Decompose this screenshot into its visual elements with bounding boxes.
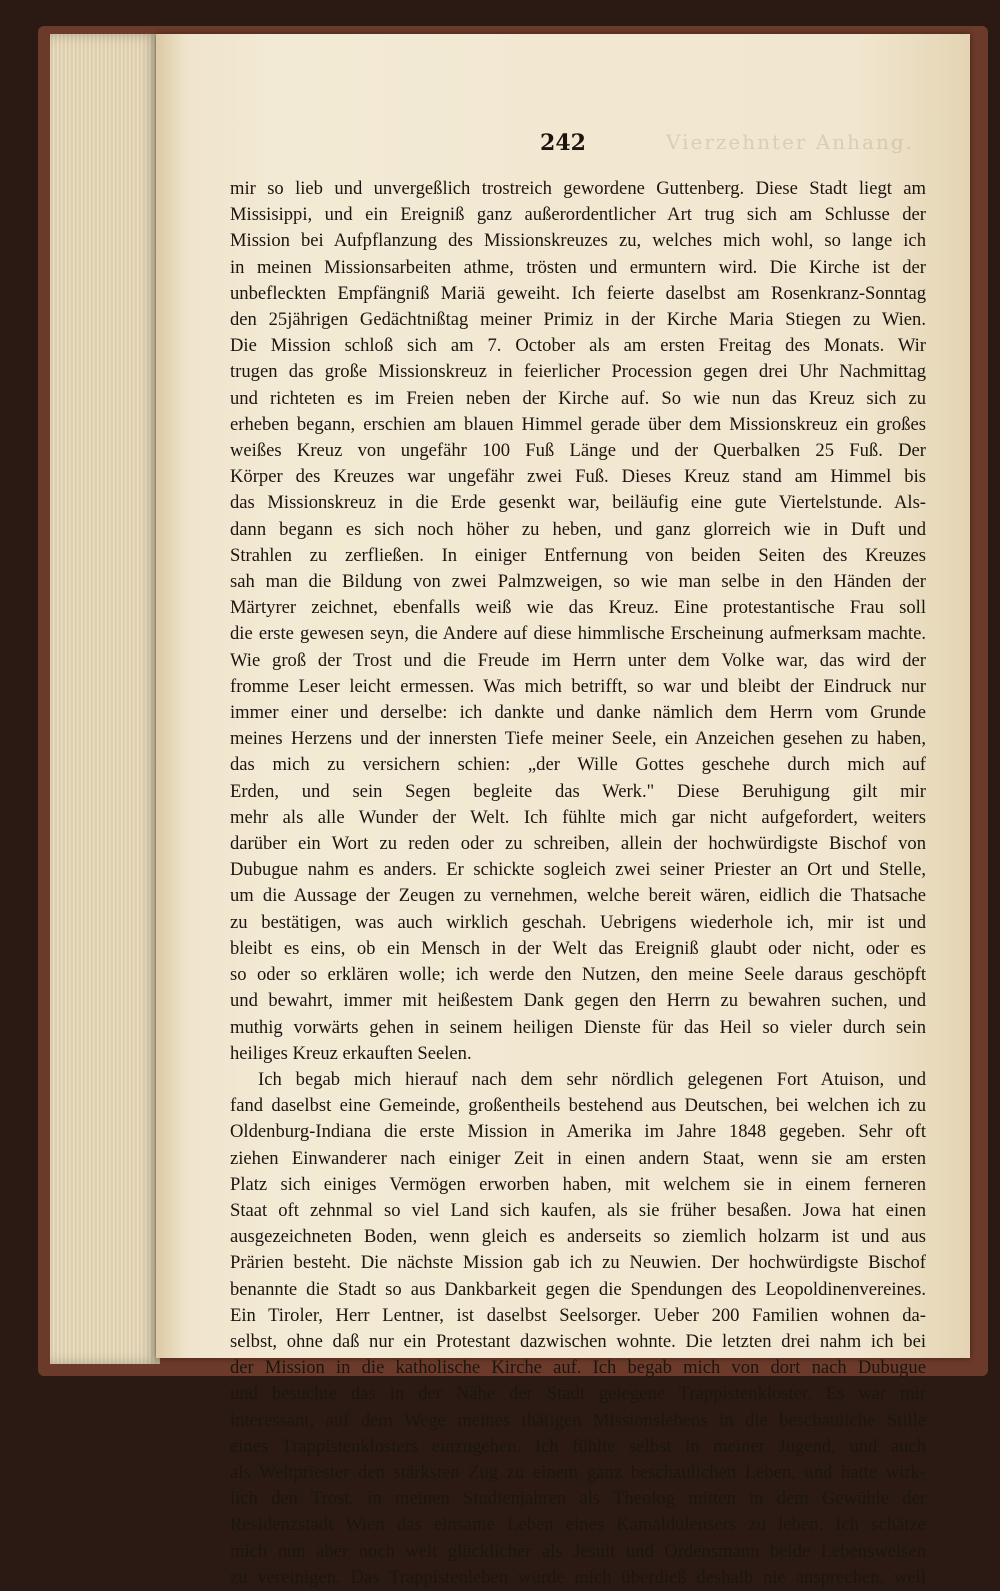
text-line: muthig vorwärts gehen in seinem heiligen Dienste für das Heil so vieler durch sein [230, 1016, 926, 1038]
text-line: Ein Tiroler, Herr Lentner, ist daselbst Seelsorger. Ueber 200 Familien wohnen da- [230, 1304, 926, 1326]
page-number: 242 [540, 130, 586, 156]
text-line: weißes Kreuz von ungefähr 100 Fuß Länge und der Querbalken 25 Fuß. Der [230, 440, 926, 462]
text-line: benannte die Stadt so aus Dankbarkeit gegen die Spendungen des Leopoldinenvereines. [230, 1278, 926, 1300]
text-line: bleibt es eins, ob ein Mensch in der Welt das Ereigniß glaubt oder nicht, oder es [230, 937, 926, 959]
text-line: Märtyrer zeichnet, ebenfalls weiß wie das Kreuz. Eine protestantische Frau soll [230, 597, 926, 619]
text-line: eines Trappistenklosters einzugehen. Ich fühlte selbst in meiner Jugend, und auch [230, 1435, 926, 1457]
text-line: Missisippi, und ein Ereigniß ganz außerordentlicher Art trug sich am Schlusse der [230, 204, 926, 226]
bleed-through-header: Vierzehnter Anhang. [666, 130, 914, 154]
text-line: die erste gewesen seyn, die Andere auf diese himmlische Erscheinung aufmerksam machte. [230, 623, 926, 645]
text-line: das Missionskreuz in die Erde gesenkt war, beiläufig eine gute Viertelstunde. Als- [230, 492, 926, 514]
text-line: Ich begab mich hierauf nach dem sehr nördlich gelegenen Fort Atuison, und [258, 1068, 926, 1090]
text-line: in meinen Missionsarbeiten athme, trösten und ermuntern wird. Die Kirche ist der [230, 256, 926, 278]
text-line: dann begann es sich noch höher zu heben, und ganz glorreich wie in Duft und [230, 518, 926, 540]
text-line: fand daselbst eine Gemeinde, großentheils bestehend aus Deutschen, bei welchen ich zu [230, 1095, 926, 1117]
text-line: meines Herzens und der innersten Tiefe meiner Seele, ein Anzeichen gesehen zu haben, [230, 728, 926, 750]
text-line: darüber ein Wort zu reden oder zu schreiben, allein der hochwürdigste Bischof von [230, 833, 926, 855]
text-line: und bewahrt, immer mit heißestem Dank gegen den Herrn zu bewahren suchen, und [230, 990, 926, 1012]
text-line: ausgezeichneten Boden, wenn gleich es anderseits so ziemlich holzarm ist und aus [230, 1226, 926, 1248]
text-line: mehr als alle Wunder der Welt. Ich fühlte mich gar nicht aufgefordert, weiters [230, 806, 926, 828]
book-page [156, 34, 970, 1588]
text-line: unbefleckten Empfängniß Mariä geweiht. Ich feierte daselbst am Rosenkranz-Sonntag [230, 282, 926, 304]
text-line: den 25jährigen Gedächtnißtag meiner Primiz in der Kirche Maria Stiegen zu Wien. [230, 309, 926, 331]
text-line: Dubugue nahm es anders. Er schickte sogleich zwei seiner Priester an Ort und Stelle, [230, 859, 926, 881]
text-line: Prärien besteht. Die nächste Mission gab ich zu Neuwien. Der hochwürdigste Bischof [230, 1252, 926, 1274]
text-line: zu vereinigen. Das Trappistenleben würde mich überdieß deshalb nie ansprechen, weil [230, 1566, 926, 1588]
text-line: als Weltpriester den stärksten Zug zu einem ganz beschaulichen Leben, und hatte wirk- [230, 1461, 926, 1483]
text-line: Residenzstadt Wien das einsame Leben eines Kamaldulensers zu leben. Ich schätze [230, 1514, 926, 1536]
text-line: Strahlen zu zerfließen. In einiger Entfernung von beiden Seiten des Kreuzes [230, 544, 926, 566]
text-line: ziehen Einwanderer nach einiger Zeit in einen andern Staat, wenn sie am ersten [230, 1147, 926, 1169]
page-stack-edge [50, 34, 160, 1364]
text-line: um die Aussage der Zeugen zu vernehmen, welche bereit wären, eidlich die Thatsache [230, 885, 926, 907]
text-line: fromme Leser leicht ermessen. Was mich betrifft, so war und bleibt der Eindruck nur [230, 675, 926, 697]
text-line: und richteten es im Freien neben der Kirche auf. So wie nun das Kreuz sich zu [230, 387, 926, 409]
text-line: das mich zu versichern schien: „der Wille Gottes geschehe durch mich auf [230, 754, 926, 776]
text-line: erheben begann, erschien am blauen Himmel gerade über dem Missionskreuz ein großes [230, 413, 926, 435]
text-line: sah man die Bildung von zwei Palmzweigen, so wie man selbe in den Händen der [230, 571, 926, 593]
text-line: trugen das große Missionskreuz in feierlicher Procession gegen drei Uhr Nachmittag [230, 361, 926, 383]
text-line: interessant, auf dem Wege meines thätigen Missionslebens in die beschauliche Stille [230, 1409, 926, 1431]
text-line: Körper des Kreuzes war ungefähr zwei Fuß. Dieses Kreuz stand am Himmel bis [230, 466, 926, 488]
text-line: Die Mission schloß sich am 7. October als am ersten Freitag des Monats. Wir [230, 335, 926, 357]
text-line: Erden, und sein Segen begleite das Werk." Diese Beruhigung gilt mir [230, 780, 926, 802]
page-body-text [230, 176, 926, 1591]
text-line: mir so lieb und unvergeßlich trostreich gewordene Guttenberg. Diese Stadt liegt am [230, 178, 926, 199]
text-line: zu bestätigen, was auch wirklich geschah. Uebrigens wiederhole ich, mir ist und [230, 911, 926, 933]
text-line: der Mission in die katholische Kirche auf. Ich begab mich von dort nach Dubugue [230, 1357, 926, 1379]
text-line: immer einer und derselbe: ich dankte und danke nämlich dem Herrn vom Grunde [230, 702, 926, 724]
text-line: Platz sich einiges Vermögen erworben haben, mit welchem sie in einem ferneren [230, 1173, 926, 1195]
text-line: so oder so erklären wolle; ich werde den Nutzen, den meine Seele daraus geschöpft [230, 964, 926, 986]
text-line: Staat oft zehnmal so viel Land sich kaufen, als sie früher besaßen. Jowa hat einen [230, 1199, 926, 1221]
text-line: mich nun aber noch weit glücklicher als Jesuit und Ordensmann beide Lebensweisen [230, 1540, 926, 1562]
text-line: heiliges Kreuz erkauften Seelen. [230, 1042, 472, 1064]
text-line: Wie groß der Trost und die Freude im Herrn unter dem Volke war, das wird der [230, 649, 926, 671]
text-line: und besuchte das in der Nähe der Stadt gelegene Trappistenkloster. Es war mir [230, 1383, 926, 1405]
text-line: lich den Trost, in meinen Studienjahren als Theolog mitten in dem Gewühle der [230, 1488, 926, 1510]
text-line: selbst, ohne daß nur ein Protestant dazwischen wohnte. Die letzten drei nahm ich bei [230, 1330, 926, 1352]
text-line: Oldenburg-Indiana die erste Mission in Amerika im Jahre 1848 gegeben. Sehr oft [230, 1121, 926, 1143]
text-line: Mission bei Aufpflanzung des Missionskreuzes zu, welches mich wohl, so lange ich [230, 230, 926, 252]
